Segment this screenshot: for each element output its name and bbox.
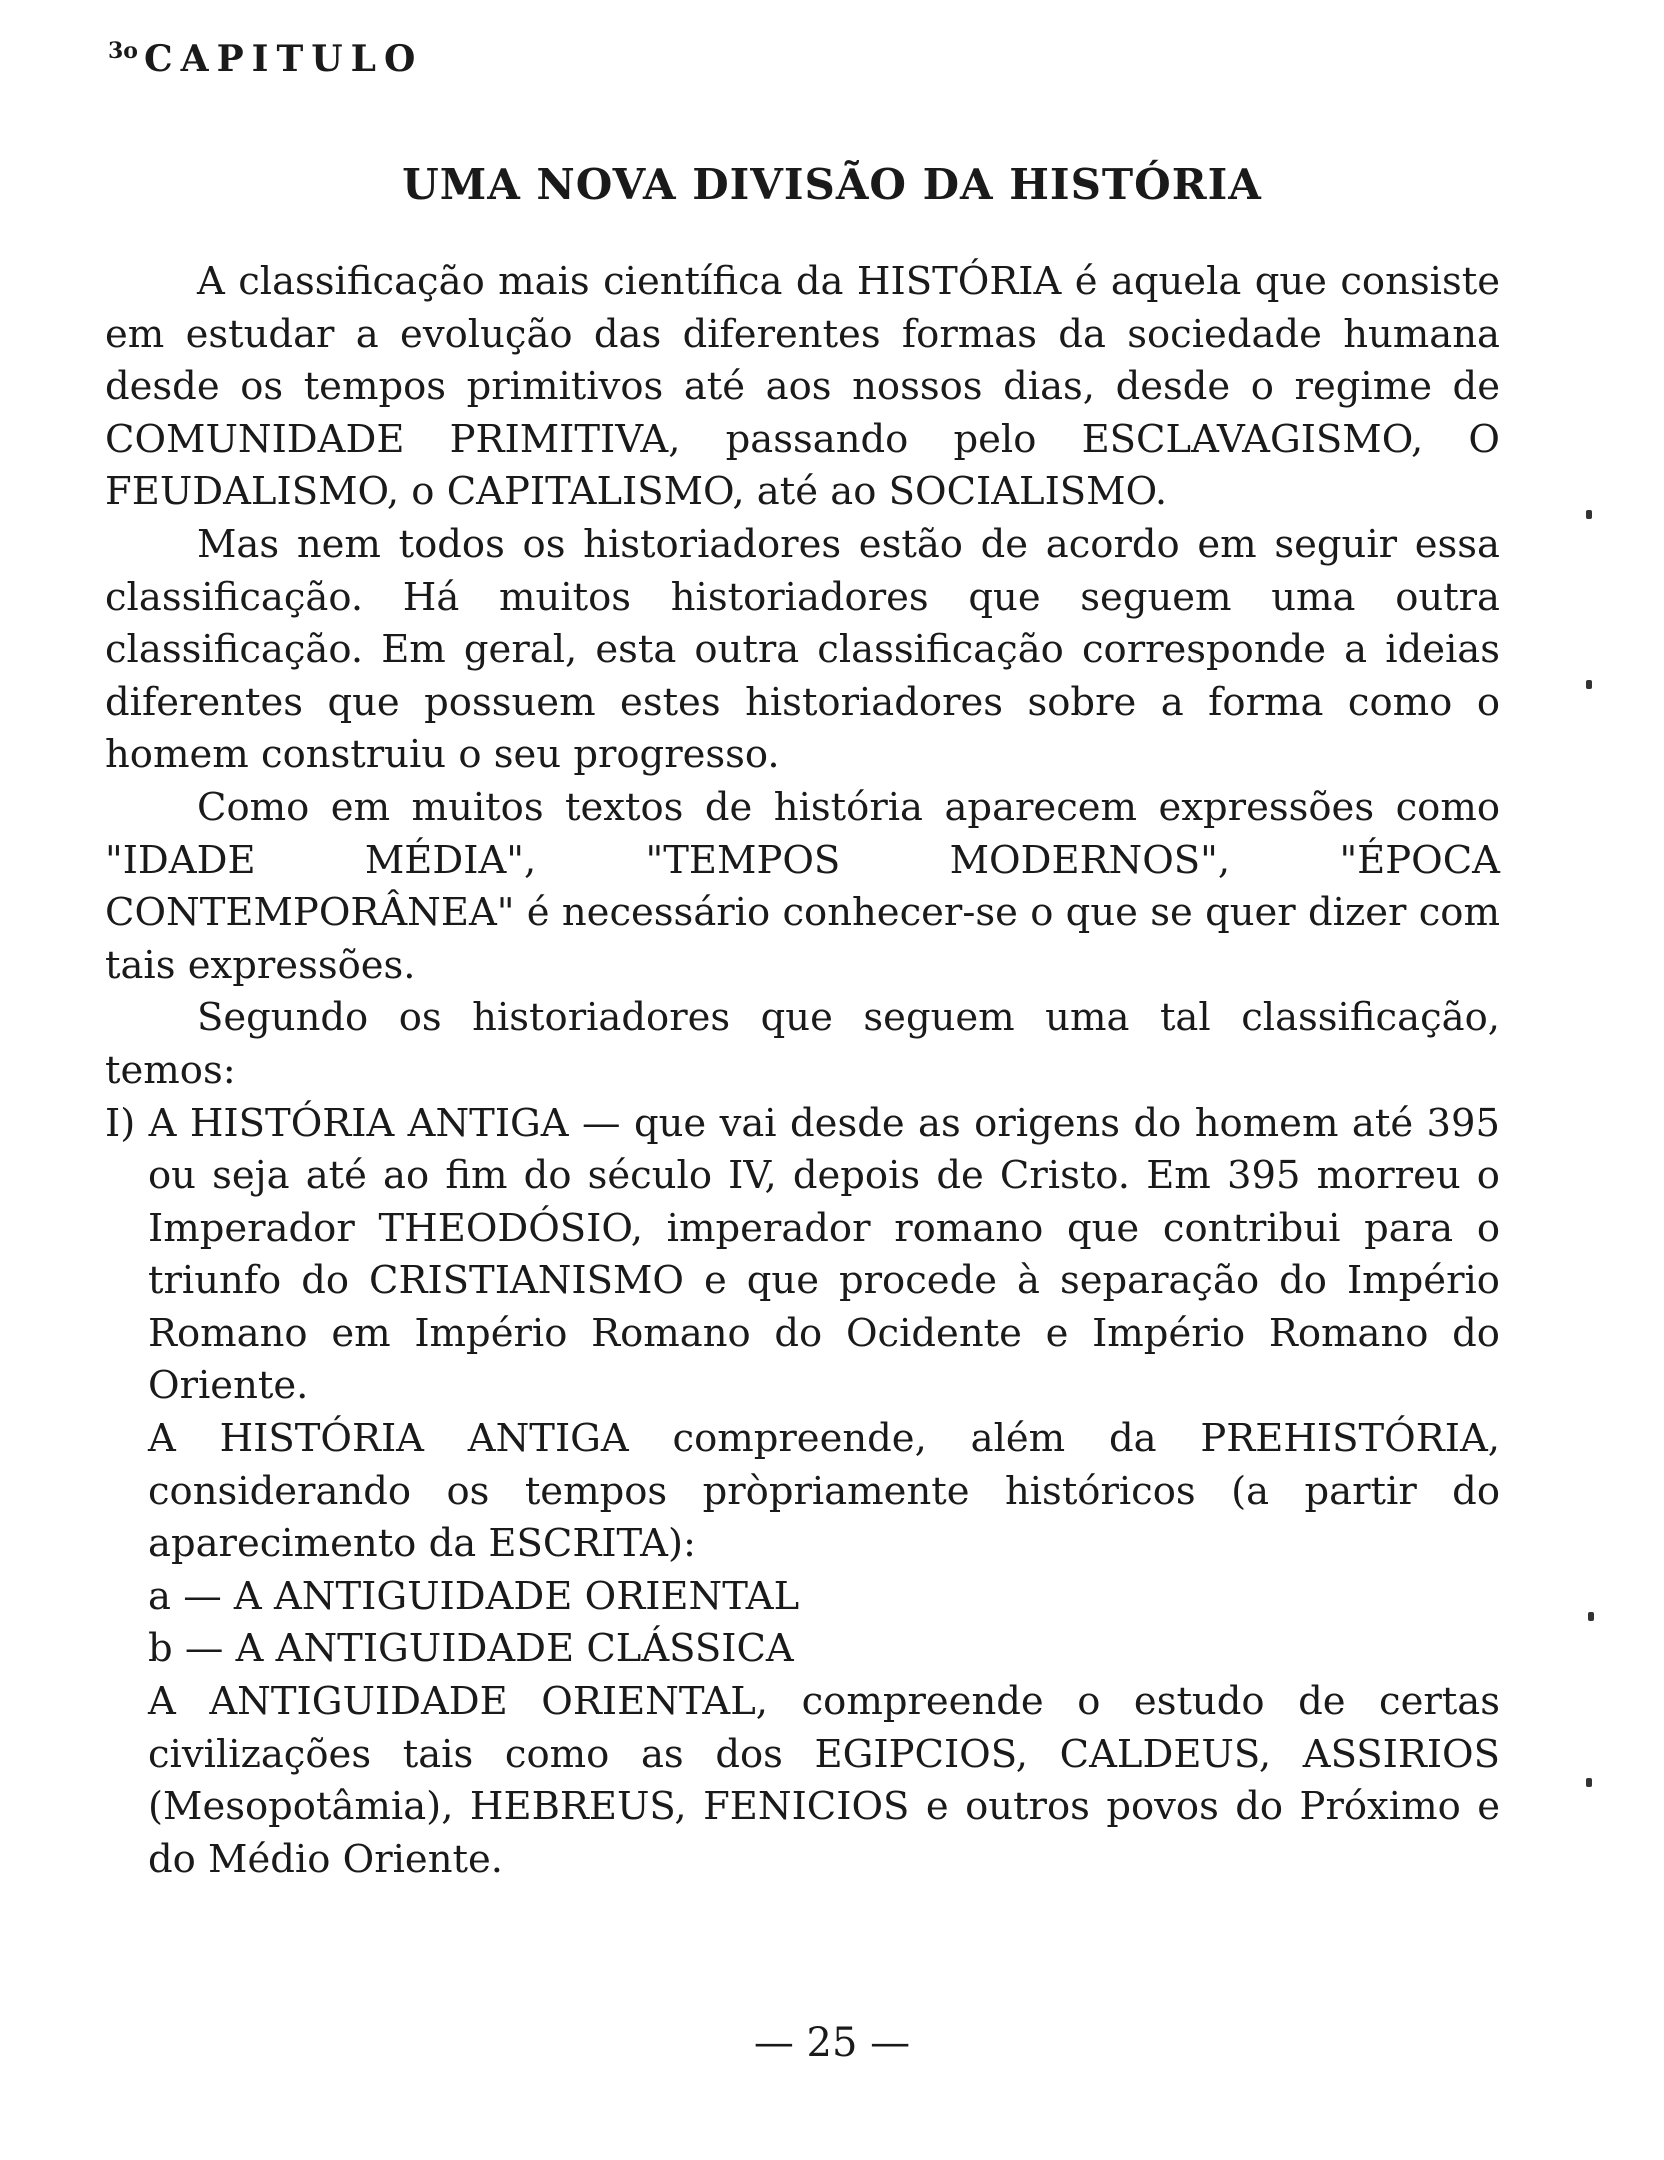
historia-antiga-continuation: A HISTÓRIA ANTIGA compreende, além da PREHISTÓRIA, considerando os tempos pròpriamente históricos (a partir do aparecimento da ESCRITA):: [148, 1416, 1500, 1567]
page-number: — 25 —: [753, 2020, 911, 2066]
paragraph-1: A classificação mais científica da HISTÓRIA é aquela que consiste em estudar a evolução das diferentes formas da sociedade humana desde os tempos primitivos até aos nossos dias, desde o regime de COMUNIDADE PRIMITIVA, passando pelo ESCLAVAGISMO, O FEUDALISMO, o CAPITALISMO, até ao SOCIALISMO.: [105, 259, 1500, 515]
margin-speck: [1586, 510, 1592, 519]
body-text: [105, 256, 1500, 1886]
chapter-label: CAPITULO: [143, 38, 424, 80]
list-item-historia-antiga: I) A HISTÓRIA ANTIGA — que vai desde as origens do homem até 395 ou seja até ao fim do século IV, depois de Cristo. Em 395 morreu o Imperador THEODÓSIO, imperador romano que contribui para o triunfo do CRISTIANISMO e que procede à separação do Império Romano em Império Romano do Ocidente e Império Romano do Oriente.: [105, 1100, 1500, 1409]
sub-item-b: b — A ANTIGUIDADE CLÁSSICA: [148, 1626, 794, 1672]
paragraph-2: Mas nem todos os historiadores estão de acordo em seguir essa classificação. Há muitos historiadores que seguem uma outra classificação. Em geral, esta outra classificação corresponde a ideias diferentes que possuem estes historiadores sobre a forma como o homem construiu o seu progresso.: [105, 521, 1500, 778]
paragraph-4: Segundo os historiadores que seguem uma tal classificação, temos:: [105, 995, 1500, 1093]
chapter-number: 3o: [108, 38, 138, 64]
page-title: UMA NOVA DIVISÃO DA HISTÓRIA: [402, 160, 1262, 209]
sub-item-a: a — A ANTIGUIDADE ORIENTAL: [148, 1573, 800, 1619]
antiguidade-oriental-paragraph: A ANTIGUIDADE ORIENTAL, compreende o estudo de certas civilizações tais como as dos EGIPCIOS, CALDEUS, ASSIRIOS (Mesopotâmia), HEBREUS, FENICIOS e outros povos do Próximo e do Médio Oriente.: [148, 1679, 1500, 1882]
chapter-heading: [108, 38, 423, 80]
paragraph-3: Como em muitos textos de história aparecem expressões como "IDADE MÉDIA", "TEMPOS MODERNOS", "ÉPOCA CONTEMPORÂNEA" é necessário conhecer-se o que se quer dizer com tais expressões.: [105, 784, 1500, 988]
margin-speck: [1586, 1778, 1592, 1787]
margin-speck: [1588, 1612, 1594, 1621]
margin-speck: [1586, 680, 1592, 689]
